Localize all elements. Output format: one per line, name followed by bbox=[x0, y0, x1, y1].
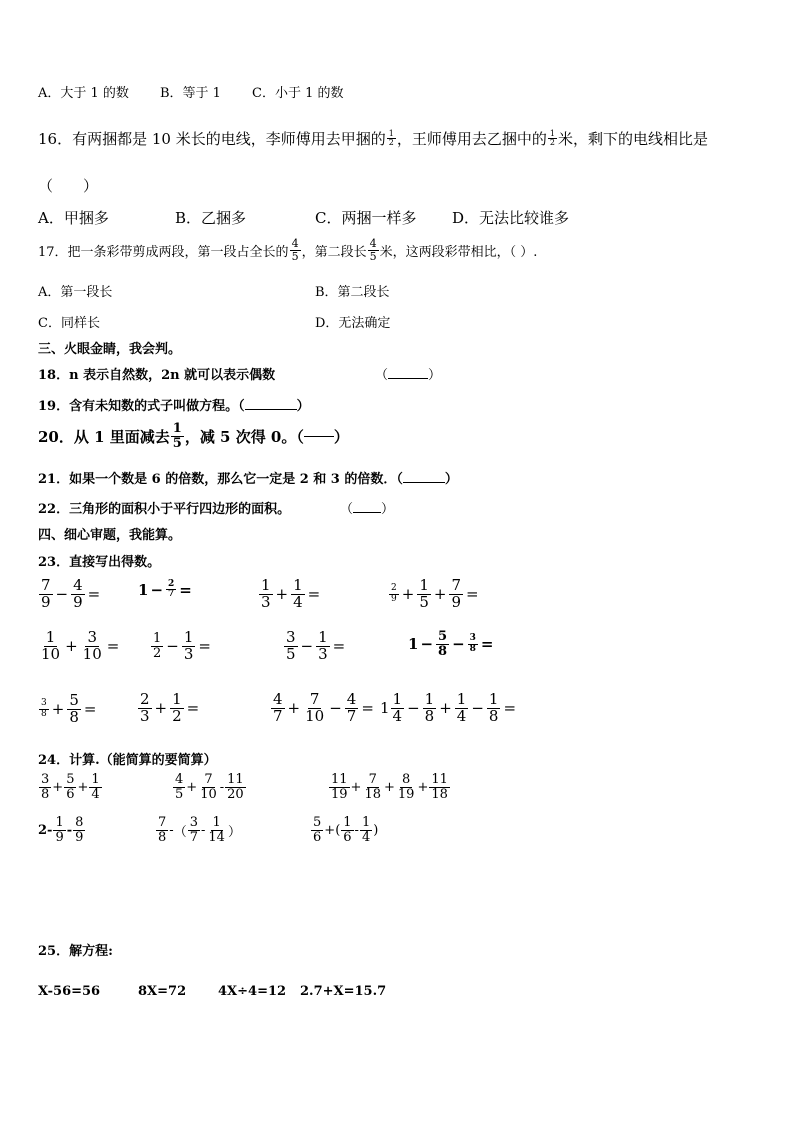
q23-expr-5: $\frac{1}{10}$ + $\frac{3}{10}$ = bbox=[41, 628, 120, 663]
q16-option-c: C．两捆一样多 bbox=[315, 209, 417, 227]
q17-text-3: 米，这两段彩带相比，（ ）. bbox=[379, 244, 538, 260]
q16-option-b: B．乙捆多 bbox=[175, 209, 247, 227]
q23-expr-2: 1 − $\frac{2}{7}$ = bbox=[138, 579, 192, 600]
q23-expr-9: $\frac{3}{8}$ + $\frac{5}{8}$ = bbox=[41, 691, 97, 726]
q17-option-b: B．第二段长 bbox=[315, 285, 390, 300]
q21-text: 21．如果一个数是 6 的倍数，那么它一定是 2 和 3 的倍数．（ bbox=[38, 472, 403, 487]
question-22 bbox=[38, 498, 290, 517]
q15-option-a: A．大于 1 的数 bbox=[38, 86, 129, 101]
q16-text-1: 有两捆都是 10 米长的电线，李师傅用去甲捆的 bbox=[72, 130, 386, 148]
q23-expr-8: 1 − $\frac{5}{8}$ − $\frac{3}{8}$ = bbox=[408, 629, 494, 659]
q23-expr-3: $\frac{1}{3}$ + $\frac{1}{4}$ = bbox=[261, 576, 321, 611]
q25-equation-4: 2.7+X=15.7 bbox=[300, 984, 387, 999]
q23-expr-10: $\frac{2}{3}$ + $\frac{1}{2}$ = bbox=[140, 690, 200, 725]
q21-answer-blank[interactable] bbox=[403, 481, 445, 483]
q18-text: 18．n 表示自然数，2n 就可以表示偶数 bbox=[38, 368, 276, 383]
q17-fraction-1: $\frac{4}{5}$ bbox=[291, 237, 299, 263]
section-3-heading: 三、火眼金睛，我会判。 bbox=[38, 342, 182, 357]
q25-equation-3: 4X÷4=12 bbox=[218, 984, 287, 999]
question-19: 19．含有未知数的式子叫做方程。（ ） bbox=[38, 399, 310, 414]
q24-expr-c: $\frac{11}{19}$ + $\frac{7}{18}$ + $\frac{8}{19}$ + $\frac{11}{18}$ bbox=[331, 772, 448, 802]
q24-expr-d: 2 - $\frac{1}{9}$ - $\frac{8}{9}$ bbox=[38, 815, 84, 845]
q19-text: 19．含有未知数的式子叫做方程。（ bbox=[38, 399, 245, 414]
q23-expr-12: 1 $\frac{1}{4}$ − $\frac{1}{8}$ + $\frac{1}{4}$ − $\frac{1}{8}$ = bbox=[380, 690, 517, 725]
q23-expr-6: $\frac{1}{2}$ − $\frac{1}{3}$ = bbox=[153, 628, 211, 663]
q16-text-2: ，王师傅用去乙捆中的 bbox=[396, 130, 547, 148]
section-4-heading: 四、细心审题，我能算。 bbox=[38, 528, 182, 543]
q16-fraction-2: $\frac{1}{2}$ bbox=[549, 128, 555, 147]
q23-title: 23．直接写出得数。 bbox=[38, 555, 161, 570]
question-17 bbox=[38, 238, 537, 262]
q22-answer-blank[interactable]: （ ） bbox=[340, 502, 395, 517]
q16-answer-paren: （ ） bbox=[38, 177, 99, 195]
q25-title: 25．解方程: bbox=[38, 944, 113, 959]
q24-expr-f: $\frac{5}{6}$ + ( $\frac{1}{6}$ - $\frac{1}{4}$ ) bbox=[313, 815, 379, 845]
q24-expr-b: $\frac{4}{5}$ + $\frac{7}{10}$ - $\frac{11}{20}$ bbox=[175, 772, 244, 802]
q17-option-d: D．无法确定 bbox=[315, 316, 391, 331]
q20-answer-blank[interactable] bbox=[304, 435, 334, 437]
q16-option-a: A．甲捆多 bbox=[38, 209, 109, 227]
q17-option-a: A．第一段长 bbox=[38, 285, 113, 300]
question-20: 20．从 1 里面减去 $\frac{1}{5}$ ，减 5 次得 0。（ ） bbox=[38, 421, 349, 451]
q18-answer-blank[interactable]: （ ） bbox=[375, 368, 442, 383]
q17-number: 17． bbox=[38, 244, 68, 260]
q20-text-2: ，减 5 次得 0。（ bbox=[184, 427, 304, 446]
question-18 bbox=[38, 364, 275, 383]
q25-equation-2: 8X=72 bbox=[138, 984, 187, 999]
q24-expr-a: $\frac{3}{8}$ + $\frac{5}{6}$ + $\frac{1}{4}$ bbox=[41, 772, 100, 802]
q25-equation-1: X-56=56 bbox=[38, 984, 101, 999]
q17-option-c: C．同样长 bbox=[38, 316, 100, 331]
q16-text-3: 米，剩下的电线相比是 bbox=[557, 130, 708, 148]
q24-title: 24．计算.（能简算的要简算） bbox=[38, 753, 217, 768]
q17-fraction-2: $\frac{4}{5}$ bbox=[369, 237, 377, 263]
q23-expr-4: $\frac{2}{9}$ + $\frac{1}{5}$ + $\frac{7}{9}$ = bbox=[391, 576, 479, 611]
q17-text-1: 把一条彩带剪成两段，第一段占全长的 bbox=[67, 244, 289, 260]
q20-text-1: 20．从 1 里面减去 bbox=[38, 427, 170, 446]
q17-text-2: ，第二段长 bbox=[301, 244, 367, 260]
q16-option-d: D．无法比较谁多 bbox=[452, 209, 570, 227]
q16-fraction-1: $\frac{1}{2}$ bbox=[388, 128, 394, 147]
q15-option-b: B．等于 1 bbox=[160, 86, 221, 101]
q23-expr-11: $\frac{4}{7}$ + $\frac{7}{10}$ − $\frac{4}{7}$ = bbox=[273, 690, 374, 725]
q24-expr-e: $\frac{7}{8}$ - （ $\frac{3}{7}$ - $\frac{1}{14}$ ） bbox=[158, 815, 241, 845]
q16-number: 16． bbox=[38, 130, 73, 148]
q22-text: 22．三角形的面积小于平行四边形的面积。 bbox=[38, 502, 291, 517]
q20-fraction: $\frac{1}{5}$ bbox=[172, 421, 182, 451]
q23-expr-1: $\frac{7}{9}$ − $\frac{4}{9}$ = bbox=[41, 576, 101, 611]
question-21: 21．如果一个数是 6 的倍数，那么它一定是 2 和 3 的倍数．（ ） bbox=[38, 472, 458, 487]
q19-answer-blank[interactable] bbox=[245, 408, 297, 410]
q15-option-c: C．小于 1 的数 bbox=[252, 86, 344, 101]
question-16 bbox=[38, 128, 708, 149]
q23-expr-7: $\frac{3}{5}$ − $\frac{1}{3}$ = bbox=[286, 628, 346, 663]
